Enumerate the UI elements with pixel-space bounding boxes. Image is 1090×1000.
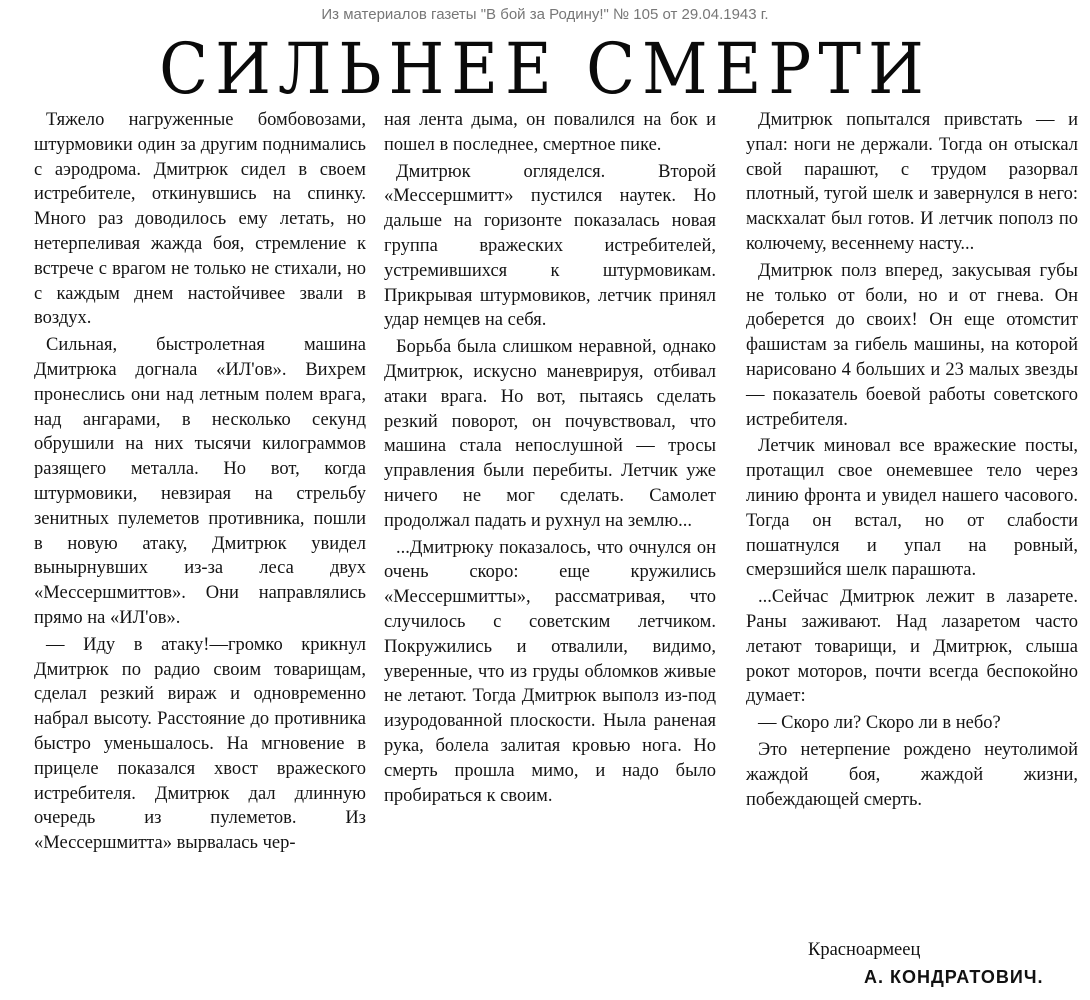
article-column-1	[34, 108, 366, 858]
paragraph: ная лента дыма, он повалился на бок и пошел в последнее, смертное пике.	[384, 110, 716, 155]
paragraph: — Скоро ли? Скоро ли в небо?	[758, 713, 1001, 734]
paragraph: Тяжело нагруженные бомбовозами, штурмовики один за другим поднимались с аэродрома. Дмитрюк сидел в своем истребителе, откинувшись на спинку. Много раз доводилось ему летать, но нетерпеливая жажда боя, стремление к встрече с врагом не только не стихали, но с каждым днем настойчивее звали в воздух.	[34, 110, 366, 329]
paragraph: Дмитрюк полз вперед, закусывая губы не только от боли, но и от гнева. Он доберется до своих! Он еще отомстит фашистам за гибель машины, на которой нарисовано 4 больших и 23 малых звезды — показатель боевой работы советского истребителя.	[746, 260, 1078, 430]
author-rank: Красноармеец	[808, 940, 921, 960]
article-column-3	[746, 108, 1078, 814]
article-column-2	[384, 108, 716, 810]
paragraph: Дмитрюк попытался привстать — и упал: ноги не держали. Тогда он отыскал свой парашют, с трудом разорвал плотный, тугой шелк и завернулся в него: маскхалат был готов. И летчик пополз по колючему, весеннему насту...	[746, 110, 1078, 254]
paragraph: Сильная, быстролетная машина Дмитрюка догнала «ИЛ'ов». Вихрем пронеслись они над летным полем врага, над ангарами, в несколько секунд обрушили на них тысячи килограммов разящего металла. Но вот, когда штурмовики, невзирая на стрельбу зенитных пулеметов противника, пошли в новую атаку, Дмитрюк увидел вынырнувших из-за леса двух «Мессершмиттов». Они направлялись прямо на «ИЛ'ов».	[34, 335, 366, 628]
paragraph: Борьба была слишком неравной, однако Дмитрюк, искусно маневрируя, отбивал атаки врага. Но вот, пытаясь сделать резкий поворот, он почувствовал, что машина стала непослушной — тросы управления были перебиты. Летчик уже ничего не мог сделать. Самолет продолжал падать и рухнул на землю...	[384, 337, 716, 531]
paragraph: Дмитрюк огляделся. Второй «Мессершмитт» пустился наутек. Но дальше на горизонте показалась новая группа вражеских истребителей, устремившихся к штурмовикам. Прикрывая штурмовиков, летчик принял удар немцев на себя.	[384, 161, 716, 331]
paragraph: — Иду в атаку!—громко крикнул Дмитрюк по радио своим товарищам, сделал резкий вираж и одновременно набрал высоту. Расстояние до противника быстро уменьшалось. На мгновение в прицеле показался хвост вражеского истребителя. Дмитрюк дал длинную очередь из пулеметов. Из «Мессершмитта» вырвалась чер-	[34, 634, 366, 854]
paragraph: Летчик миновал все вражеские посты, протащил свое онемевшее тело через линию фронта и увидел нашего часового. Тогда он встал, но от слабости пошатнулся и упал на ровный, смерзшийся шелк парашюта.	[746, 436, 1078, 581]
article-headline: СИЛЬНЕЕ СМЕРТИ	[159, 29, 931, 111]
source-line: Из материалов газеты "В бой за Родину!" № 105 от 29.04.1943 г.	[321, 6, 769, 23]
article-body	[34, 108, 1078, 988]
author-name: А. КОНДРАТОВИЧ.	[864, 967, 1044, 987]
paragraph: ...Сейчас Дмитрюк лежит в лазарете. Раны заживают. Над лазаретом часто летают товарищи, и Дмитрюк, слыша рокот моторов, почти всегда беспокойно думает:	[746, 587, 1078, 707]
paragraph: Это нетерпение рождено неутолимой жаждой боя, жаждой жизни, побеждающей смерть.	[746, 739, 1078, 810]
paragraph: ...Дмитрюку показалось, что очнулся он очень скоро: еще кружились «Мессершмитты», рассматривая, что случилось с советским летчиком. Покружились и отвалили, видимо, уверенные, что из груды обломков живые не летают. Тогда Дмитрюк выполз из-под изуродованной плоскости. Ныла раненая рука, болела залитая кровью нога. Но смерть прошла мимо, и надо было пробираться к своим.	[384, 537, 716, 806]
author-signature	[746, 938, 1078, 992]
